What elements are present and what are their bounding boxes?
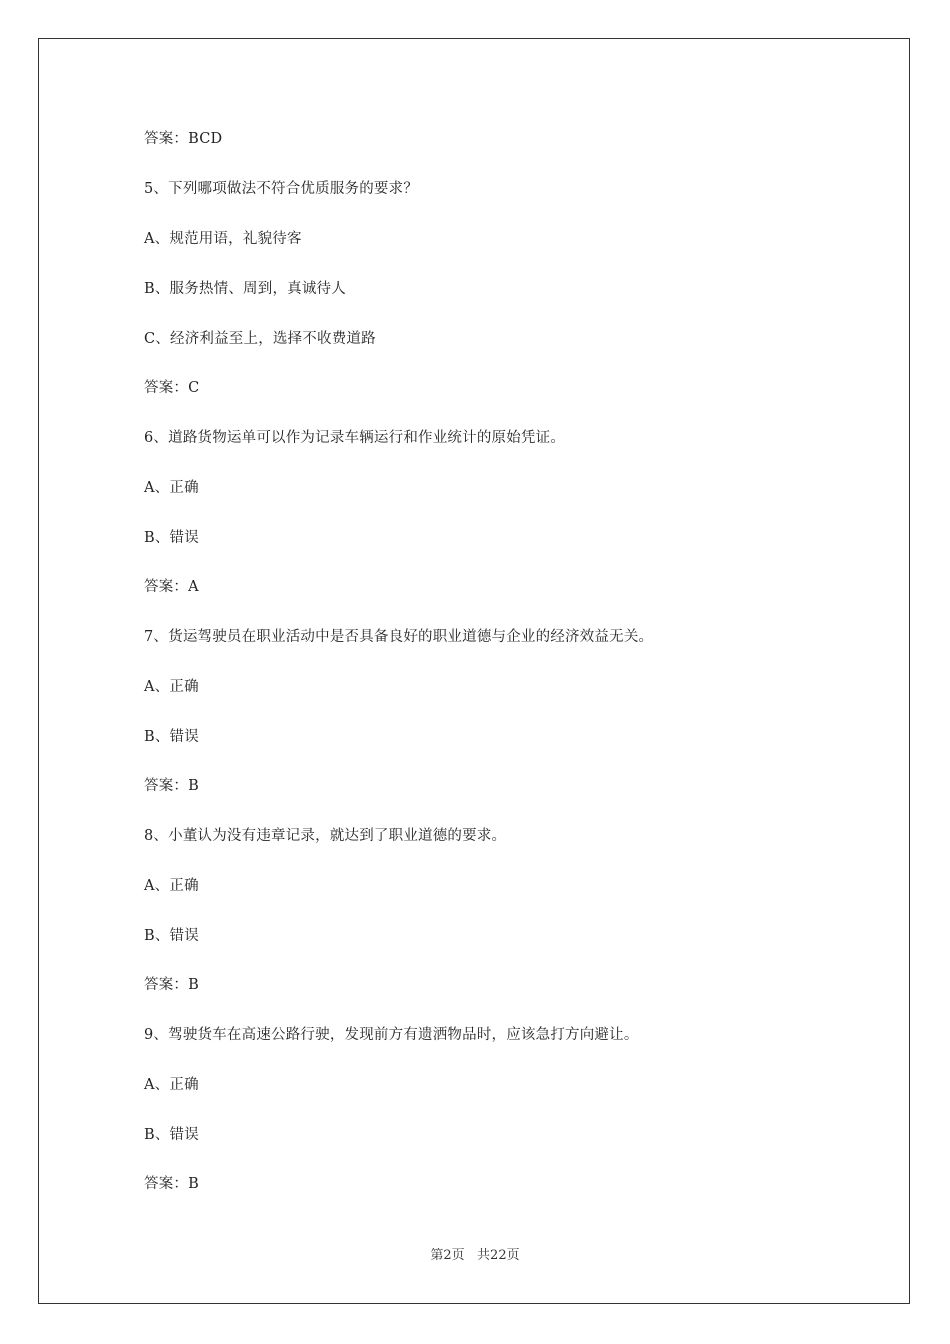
option-8b: B、错误: [144, 928, 199, 944]
option-5b: B、服务热情、周到，真诚待人: [144, 281, 346, 297]
answer-q9: 答案：B: [144, 1176, 199, 1192]
page-border: [38, 38, 910, 1304]
option-7a: A、正确: [144, 679, 199, 695]
page-footer: 第2页 共22页: [430, 1248, 520, 1263]
option-9b: B、错误: [144, 1127, 199, 1143]
answer-q6: 答案：A: [144, 579, 199, 595]
option-6a: A、正确: [144, 480, 199, 496]
answer-q8: 答案：B: [144, 977, 199, 993]
question-8: 8、小董认为没有违章记录，就达到了职业道德的要求。: [144, 828, 507, 844]
answer-q5: 答案：C: [144, 380, 200, 396]
question-5: 5、下列哪项做法不符合优质服务的要求？: [144, 181, 419, 197]
option-7b: B、错误: [144, 729, 199, 745]
option-9a: A、正确: [144, 1077, 199, 1093]
question-7: 7、货运驾驶员在职业活动中是否具备良好的职业道德与企业的经济效益无关。: [144, 629, 654, 645]
option-5c: C、经济利益至上，选择不收费道路: [144, 331, 376, 347]
option-6b: B、错误: [144, 530, 199, 546]
answer-q7: 答案：B: [144, 778, 199, 794]
option-8a: A、正确: [144, 878, 199, 894]
option-5a: A、规范用语，礼貌待客: [144, 231, 302, 247]
question-9: 9、驾驶货车在高速公路行驶，发现前方有遗洒物品时，应该急打方向避让。: [144, 1027, 639, 1043]
answer-q4: 答案：BCD: [144, 131, 223, 147]
question-6: 6、道路货物运单可以作为记录车辆运行和作业统计的原始凭证。: [144, 430, 566, 446]
